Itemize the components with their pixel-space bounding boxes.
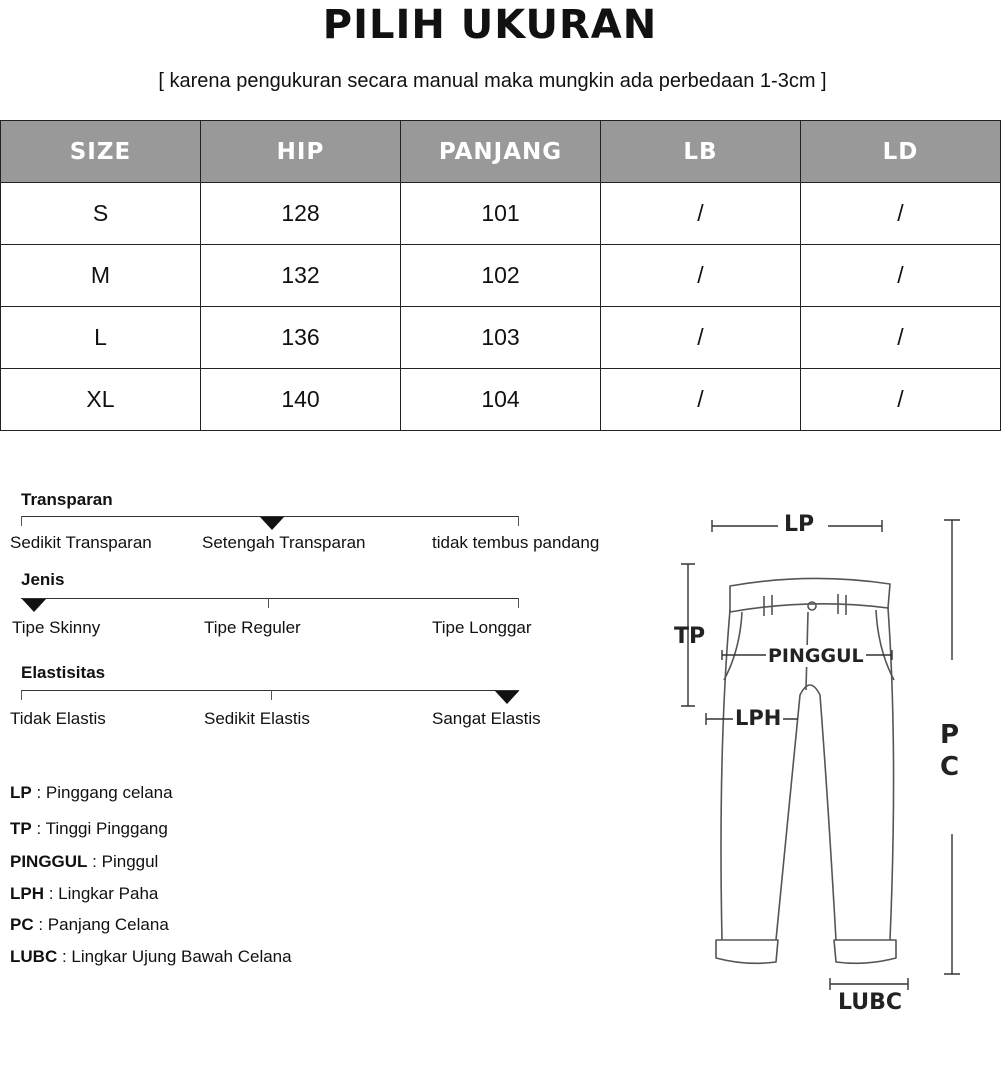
scale-tick xyxy=(518,516,519,526)
legend-item-pinggul xyxy=(10,852,158,872)
table-row xyxy=(1,245,1001,307)
table-cell: 128 xyxy=(201,183,401,245)
scale-marker-jenis xyxy=(22,599,46,612)
scale-option: Sedikit Transparan xyxy=(10,533,152,552)
table-cell: 140 xyxy=(201,369,401,431)
scale-option: Setengah Transparan xyxy=(202,533,366,552)
diagram-label-lp: LP xyxy=(784,512,815,537)
legend-item-lp xyxy=(10,783,173,803)
legend-desc: : Pinggang celana xyxy=(31,783,173,802)
scale-tick xyxy=(268,598,269,608)
table-cell: / xyxy=(801,307,1001,369)
diagram-label-lubc: LUBC xyxy=(838,990,903,1015)
table-cell: M xyxy=(1,245,201,307)
page-title: PILIH UKURAN xyxy=(322,2,658,48)
scale-option: Tidak Elastis xyxy=(10,709,106,728)
scale-option: Sangat Elastis xyxy=(432,709,541,728)
column-header: HIP xyxy=(201,121,401,183)
legend-abbr: PC xyxy=(10,915,34,934)
legend-item-lubc xyxy=(10,947,292,967)
table-cell: 101 xyxy=(401,183,601,245)
scale-marker-elastisitas xyxy=(495,691,519,704)
legend-desc: : Pinggul xyxy=(87,852,159,871)
scale-title-transparan: Transparan xyxy=(21,490,113,509)
scale-option: tidak tembus pandang xyxy=(432,533,600,552)
legend-abbr: LUBC xyxy=(10,947,58,966)
table-cell: 136 xyxy=(201,307,401,369)
legend-item-pc xyxy=(10,915,169,935)
legend-abbr: LP xyxy=(10,783,32,802)
table-cell: XL xyxy=(1,369,201,431)
legend-item-tp xyxy=(10,819,168,839)
scale-option: Tipe Skinny xyxy=(12,618,101,637)
legend-desc: : Lingkar Ujung Bawah Celana xyxy=(57,947,292,966)
size-table xyxy=(0,120,1001,431)
table-cell: / xyxy=(801,369,1001,431)
scale-option: Tipe Longgar xyxy=(432,618,532,637)
table-header-row xyxy=(1,121,1001,183)
table-cell: S xyxy=(1,183,201,245)
column-header: LB xyxy=(601,121,801,183)
table-row xyxy=(1,369,1001,431)
scale-line-jenis xyxy=(21,598,519,599)
diagram-label-pc-p: P xyxy=(940,720,960,750)
scale-option: Sedikit Elastis xyxy=(204,709,310,728)
diagram-label-tp: TP xyxy=(674,624,706,649)
legend-desc: : Tinggi Pinggang xyxy=(31,819,168,838)
scale-option: Tipe Reguler xyxy=(204,618,301,637)
scale-tick xyxy=(271,690,272,700)
table-cell: / xyxy=(601,307,801,369)
table-cell: / xyxy=(601,245,801,307)
table-cell: / xyxy=(601,369,801,431)
scale-tick xyxy=(518,598,519,608)
legend-abbr: PINGGUL xyxy=(10,852,88,871)
table-row xyxy=(1,183,1001,245)
diagram-label-pc-c: C xyxy=(940,752,960,782)
legend-abbr: LPH xyxy=(10,884,44,903)
measurement-note: [ karena pengukuran secara manual maka mungkin ada perbedaan 1-3cm ] xyxy=(158,70,827,92)
column-header: SIZE xyxy=(1,121,201,183)
column-header: LD xyxy=(801,121,1001,183)
table-cell: / xyxy=(801,245,1001,307)
table-cell: 102 xyxy=(401,245,601,307)
table-cell: / xyxy=(801,183,1001,245)
legend-desc: : Panjang Celana xyxy=(33,915,169,934)
table-row xyxy=(1,307,1001,369)
legend-item-lph xyxy=(10,884,158,904)
scale-line-elastisitas xyxy=(21,690,519,691)
scale-title-elastisitas: Elastisitas xyxy=(21,663,106,682)
scale-marker-transparan xyxy=(260,517,284,530)
table-cell: / xyxy=(601,183,801,245)
column-header: PANJANG xyxy=(401,121,601,183)
scale-title-jenis: Jenis xyxy=(21,570,65,589)
table-cell: 103 xyxy=(401,307,601,369)
table-cell: 104 xyxy=(401,369,601,431)
table-cell: L xyxy=(1,307,201,369)
legend-abbr: TP xyxy=(10,819,32,838)
table-cell: 132 xyxy=(201,245,401,307)
diagram-label-pinggul: PINGGUL xyxy=(768,645,864,667)
scale-tick xyxy=(21,516,22,526)
scale-tick xyxy=(21,690,22,700)
diagram-label-lph: LPH xyxy=(735,706,782,730)
legend-desc: : Lingkar Paha xyxy=(44,884,159,903)
